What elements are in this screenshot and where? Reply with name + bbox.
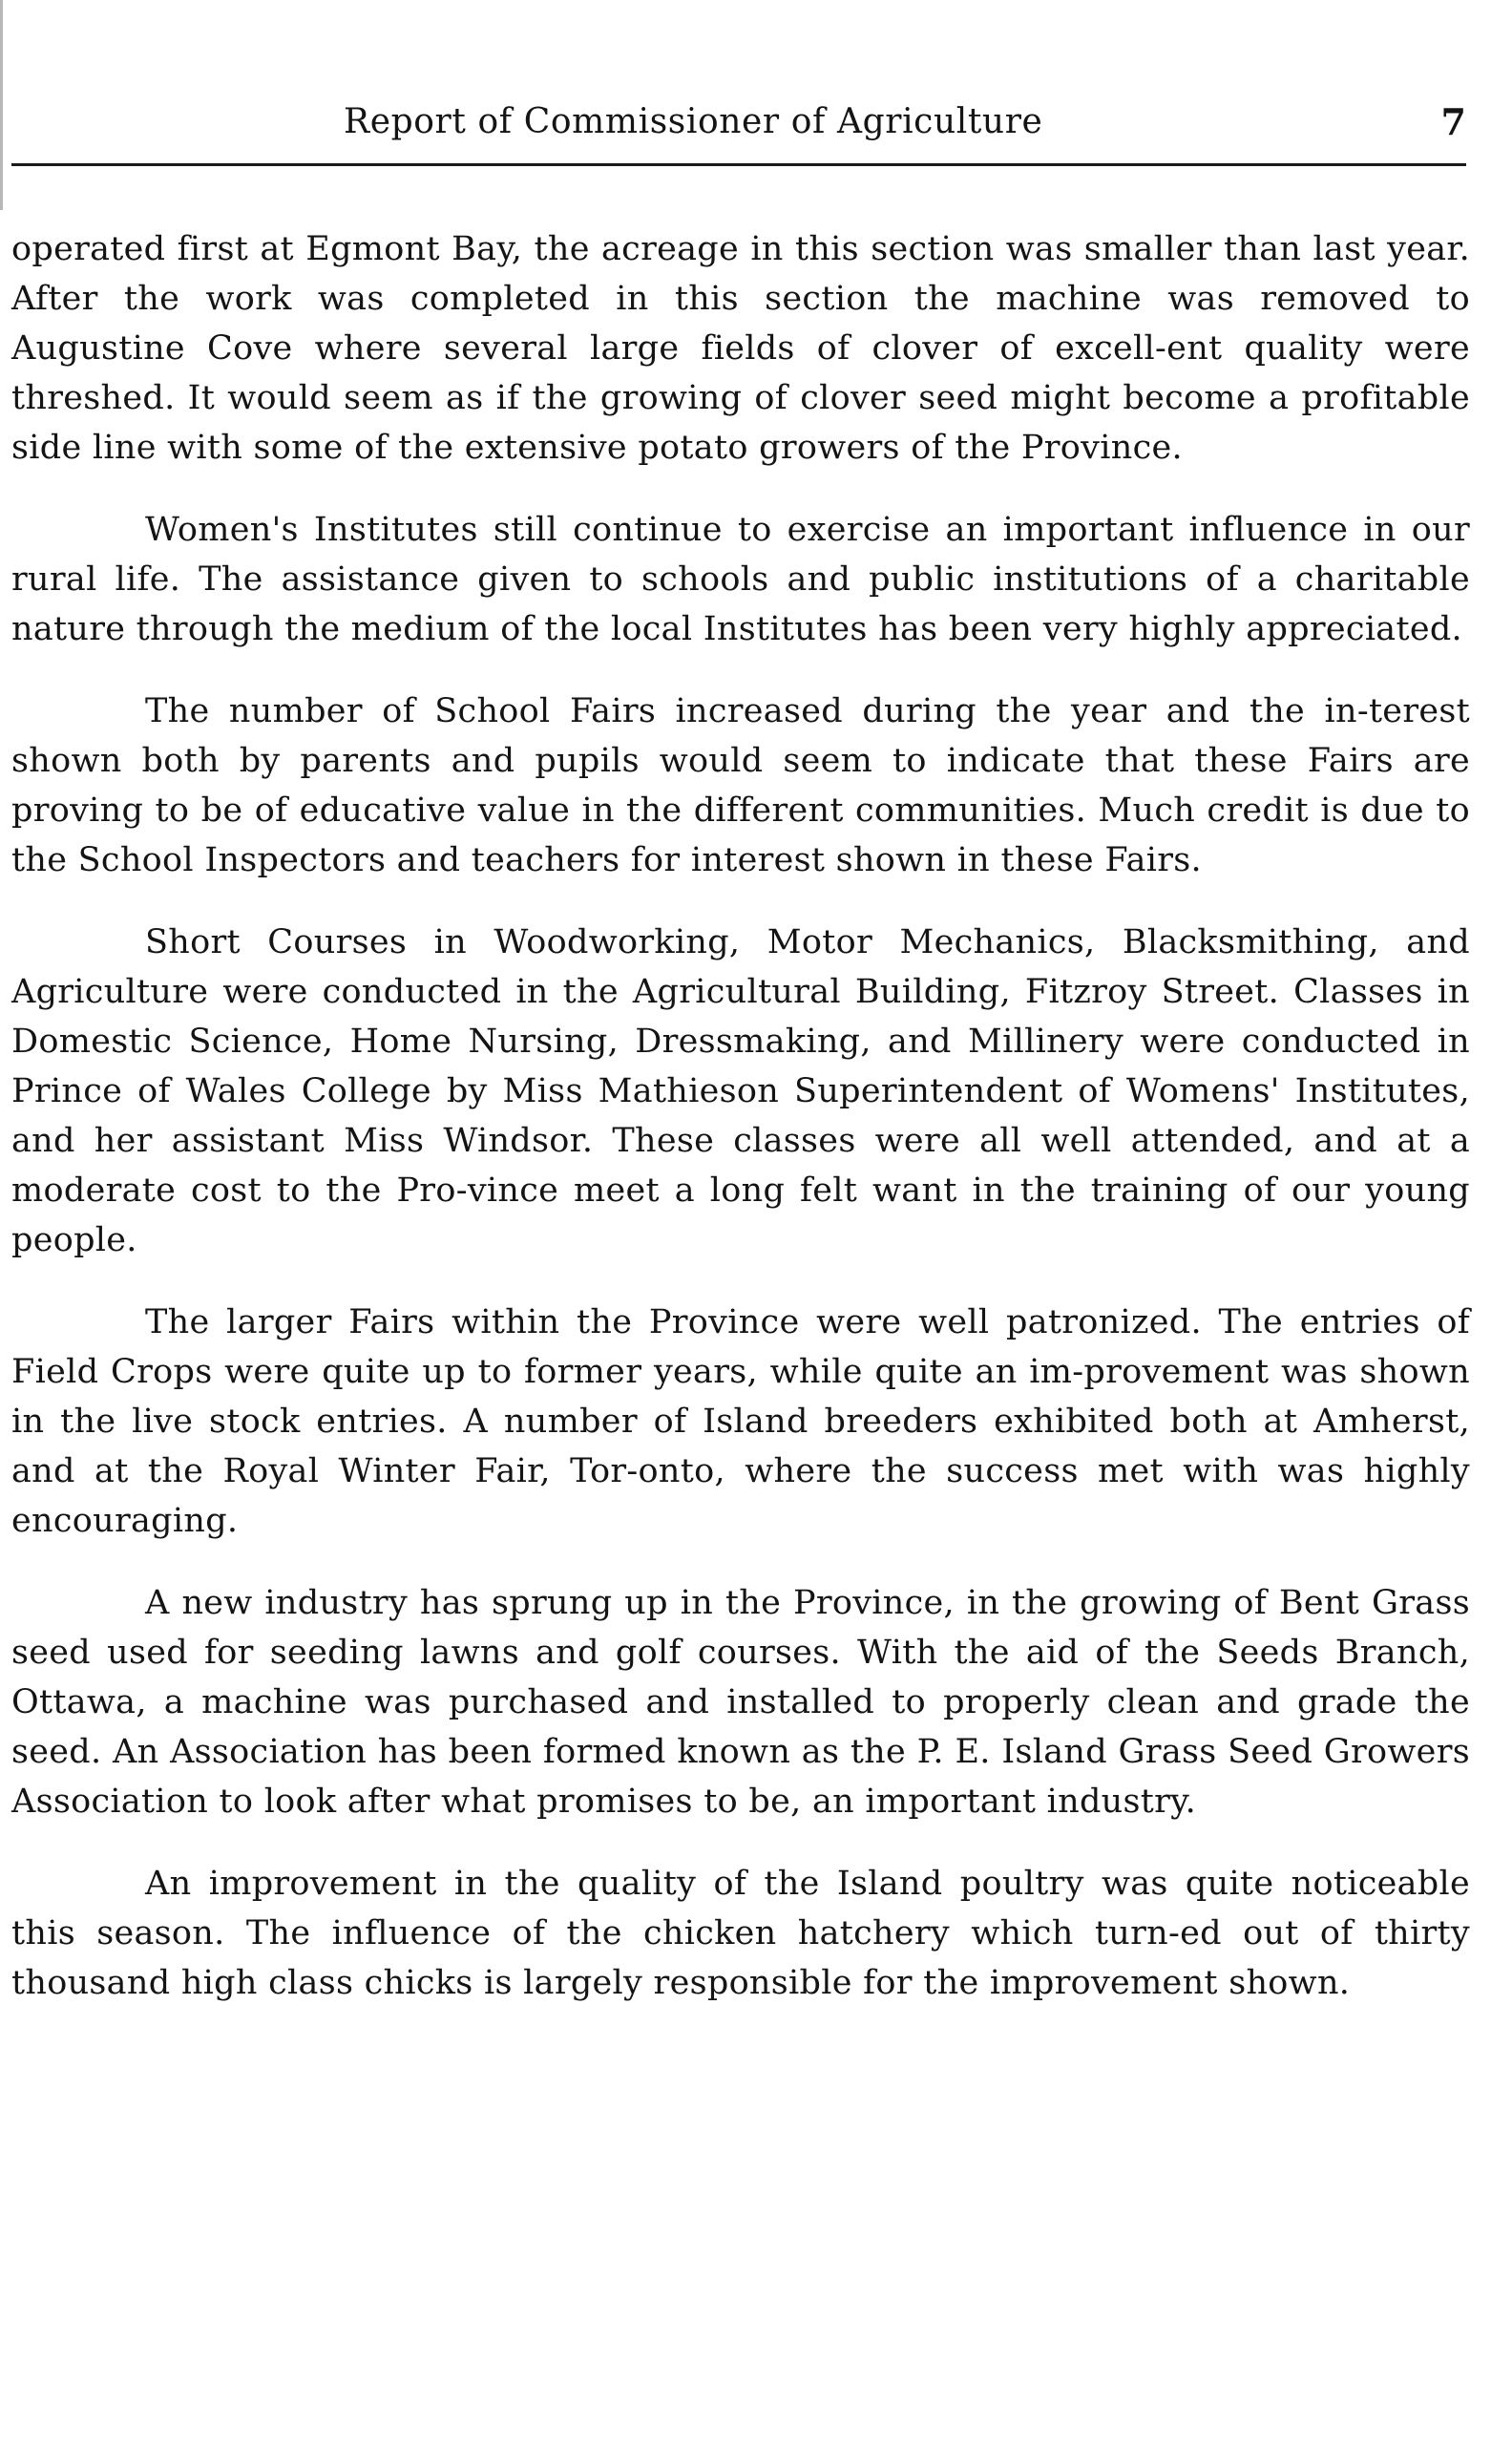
paragraph-poultry: An improvement in the quality of the Island poultry was quite noticeable this season. The influence of the chicken hatchery which turn-ed out of thirty thousand high class chicks is largely responsible for the improvement shown. — [11, 1865, 1470, 2002]
scan-edge-shadow — [0, 0, 3, 210]
page-header — [11, 99, 1466, 157]
paragraph-womens-institutes: Women's Institutes still continue to exercise an important influence in our rural life. The assistance given to schools and public institutions of a charitable nature through the medium of the local Institutes has been very highly appreciated. — [11, 511, 1470, 648]
paragraph-larger-fairs: The larger Fairs within the Province were well patronized. The entries of Field Crops were quite up to former years, while quite an im-provement was shown in the live stock entries. A number of Island breeders exhibited both at Amherst, and at the Royal Winter Fair, Tor-onto, where the success met with was highly encouraging. — [11, 1303, 1470, 1540]
body-text — [11, 224, 1470, 2040]
paragraph-school-fairs: The number of School Fairs increased during the year and the in-terest shown both by parents and pupils would seem to indicate that these Fairs are proving to be of educative value in the different communities. Much credit is due to the School Inspectors and teachers for interest shown in these Fairs. — [11, 692, 1470, 879]
paragraph-short-courses: Short Courses in Woodworking, Motor Mechanics, Blacksmithing, and Agriculture were conducted in the Agricultural Building, Fitzroy Street. Classes in Domestic Science, Home Nursing, Dressmaking, and Millinery were conducted in Prince of Wales College by Miss Mathieson Superintendent of Womens' Institutes, and her assistant Miss Windsor. These classes were all well attended, and at a moderate cost to the Pro-vince meet a long felt want in the training of our young people. — [11, 923, 1470, 1259]
header-rule — [11, 163, 1466, 166]
paragraph-clover-seed: operated first at Egmont Bay, the acreage in this section was smaller than last year. After the work was completed in this section the machine was removed to Augustine Cove where several large fields of clover of excell-ent quality were threshed. It would seem as if the growing of clover seed might become a profitable side line with some of the extensive potato growers of the Province. — [11, 230, 1470, 467]
running-title: Report of Commissioner of Agriculture — [344, 102, 1043, 141]
page-number: 7 — [1440, 100, 1466, 143]
paragraph-bent-grass: A new industry has sprung up in the Province, in the growing of Bent Grass seed used for seeding lawns and golf courses. With the aid of the Seeds Branch, Ottawa, a machine was purchased and installed to properly clean and grade the seed. An Association has been formed known as the P. E. Island Grass Seed Growers Association to look after what promises to be, an important industry. — [11, 1584, 1470, 1821]
